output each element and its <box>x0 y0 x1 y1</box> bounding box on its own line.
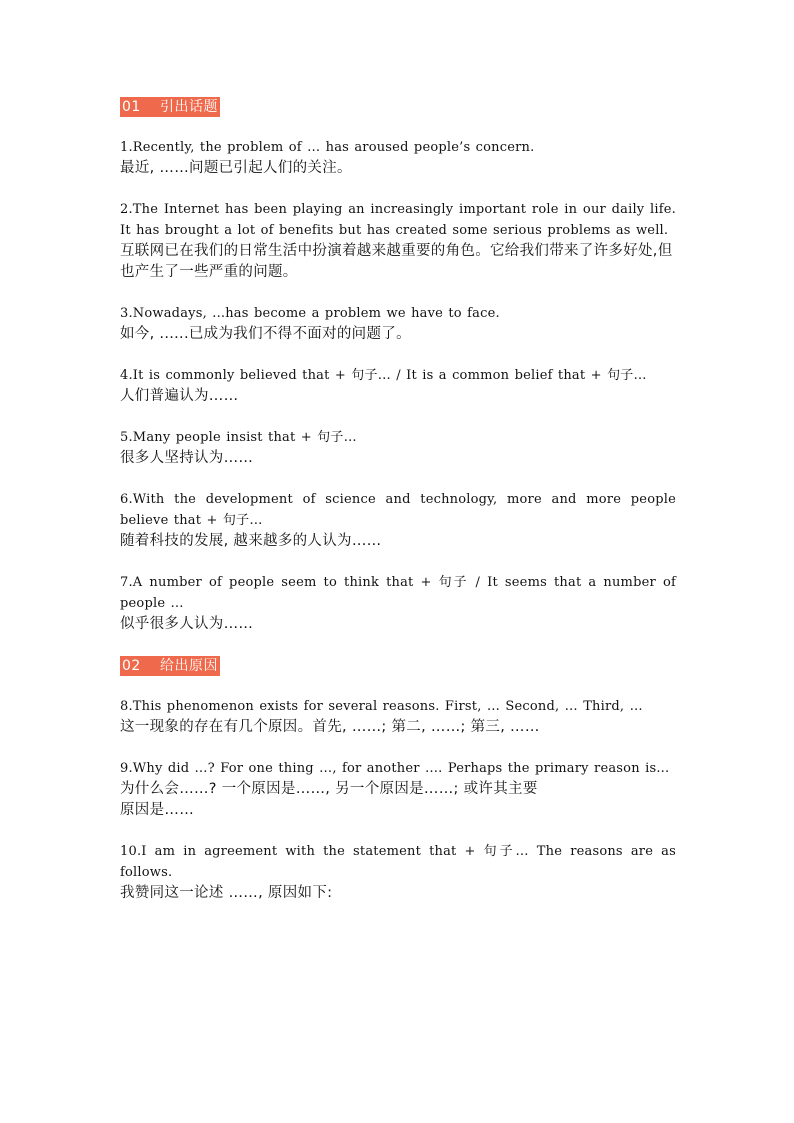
phrase-entry <box>120 365 676 407</box>
chinese-translation: 很多人坚持认为…… <box>120 450 254 466</box>
chinese-translation: 人们普遍认为…… <box>120 388 239 404</box>
english-phrase: 7.A number of people seem to think that + 句子 / It seems that a number of people … <box>120 575 676 611</box>
phrase-entry <box>120 303 676 345</box>
section-header <box>120 97 220 117</box>
section-give-reasons <box>120 655 676 904</box>
english-phrase: 4.It is commonly believed that + 句子… / It is a common belief that + 句子… <box>120 368 647 383</box>
chinese-translation: 这一现象的存在有几个原因。首先, ……; 第二, ……; 第三, …… <box>120 719 540 735</box>
phrase-entry <box>120 137 676 179</box>
phrase-entry <box>120 696 676 738</box>
section-number: 02 <box>122 658 141 674</box>
english-phrase: 3.Nowadays, ...has become a problem we have to face. <box>120 306 500 321</box>
english-phrase: 9.Why did …? For one thing …, for another …. Perhaps the primary reason is... <box>120 761 670 776</box>
chinese-translation: 如今, ......已成为我们不得不面对的问题了。 <box>120 326 411 342</box>
phrase-entry <box>120 572 676 635</box>
english-phrase: 2.The Internet has been playing an increasingly important role in our daily life. It has brought a lot of benefits but has created some serious problems as well. <box>120 202 676 238</box>
phrase-entry <box>120 758 676 821</box>
document-page <box>120 96 676 904</box>
chinese-translation: 我赞同这一论述 ……, 原因如下: <box>120 885 333 901</box>
phrase-entry <box>120 489 676 552</box>
section-title: 引出话题 <box>160 99 218 115</box>
section-title: 给出原因 <box>160 658 218 674</box>
phrase-entry <box>120 199 676 283</box>
english-phrase: 6.With the development of science and technology, more and more people believe that + 句子… <box>120 492 676 528</box>
english-phrase: 1.Recently, the problem of … has aroused people’s concern. <box>120 140 535 155</box>
section-introduce-topic <box>120 96 676 635</box>
chinese-translation: 似乎很多人认为…… <box>120 616 254 632</box>
section-header <box>120 656 220 676</box>
chinese-translation: 为什么会……? 一个原因是……, 另一个原因是……; 或许其主要原因是…… <box>120 781 538 818</box>
chinese-translation: 最近, ……问题已引起人们的关注。 <box>120 160 352 176</box>
phrase-entry <box>120 427 676 469</box>
chinese-translation: 互联网已在我们的日常生活中扮演着越来越重要的角色。它给我们带来了许多好处,但也产生了一些严重的问题。 <box>120 243 673 280</box>
english-phrase: 5.Many people insist that + 句子… <box>120 430 357 445</box>
section-number: 01 <box>122 99 141 115</box>
chinese-translation: 随着科技的发展, 越来越多的人认为…… <box>120 533 382 549</box>
phrase-entry <box>120 841 676 904</box>
english-phrase: 8.This phenomenon exists for several reasons. First, … Second, … Third, … <box>120 699 643 714</box>
english-phrase: 10.I am in agreement with the statement that + 句子… The reasons are as follows. <box>120 844 676 880</box>
